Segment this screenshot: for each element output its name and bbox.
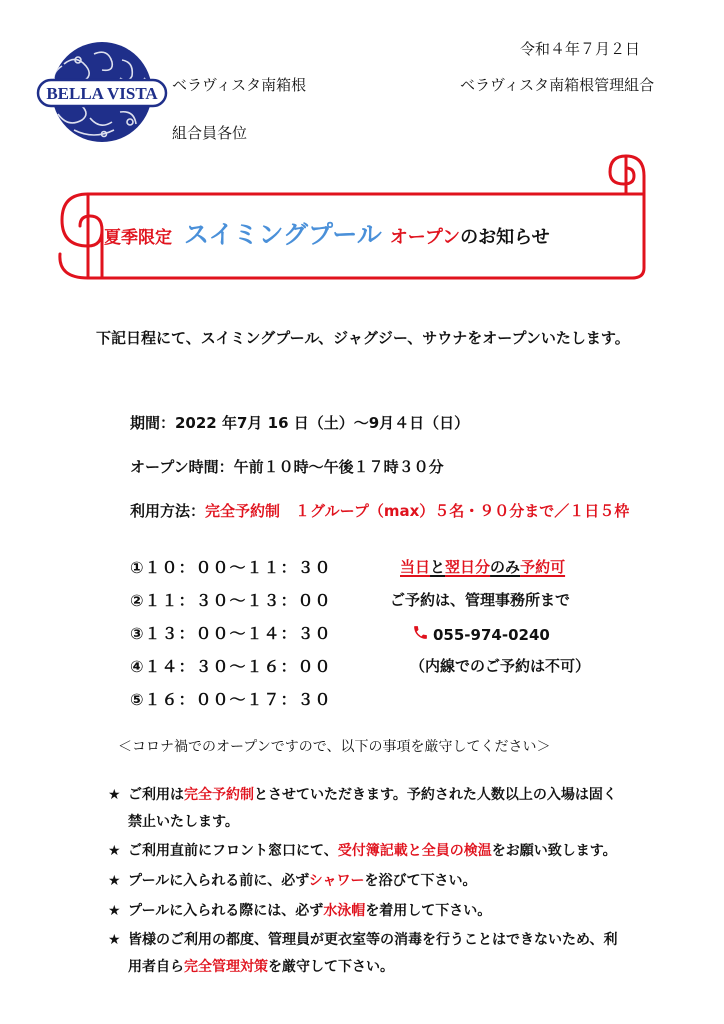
res-today: 当日 <box>400 558 431 576</box>
star-icon: ★ <box>108 873 121 889</box>
rule-text: 用者自ら <box>128 959 184 975</box>
rule-text: 禁止いたします。 <box>128 814 239 830</box>
time-slot: ④１４：３０～１６：００ <box>130 657 332 676</box>
logo-text: BELLA VISTA <box>46 84 158 103</box>
rule-text: をお願い致します。 <box>491 843 617 859</box>
star-icon: ★ <box>108 903 121 919</box>
reservation-phone <box>412 624 550 645</box>
time-slot: ③１３：００～１４：３０ <box>130 624 332 643</box>
bella-vista-logo <box>34 34 170 150</box>
rule-text: 皆様のご利用の都度、管理員が更衣室等の消毒を行うことはできないため、利 <box>128 932 618 948</box>
rule-text: ご利用は <box>128 787 184 803</box>
org-name-right: ベラヴィスタ南箱根管理組合 <box>460 76 655 94</box>
time-slot: ⑤１６：００～１７：３０ <box>130 690 332 709</box>
reservation-note: （内線でのご予約は不可） <box>410 657 591 675</box>
res-bookable: 予約可 <box>520 558 566 576</box>
rule-highlight: 完全予約制 <box>184 787 254 803</box>
rule-highlight: 完全管理対策 <box>184 959 268 975</box>
rule-highlight: 受付簿記載と全員の検温 <box>337 843 492 859</box>
rule-text: とさせていただきます。予約された人数以上の入場は固く <box>254 787 617 803</box>
title-notice: のお知らせ <box>460 227 550 248</box>
hours-line: オープン時間：午前１０時～午後１７時３０分 <box>130 458 444 476</box>
reservation-window <box>400 558 565 576</box>
title-swimming-pool: スイミングプール <box>184 220 382 249</box>
org-name-left: ベラヴィスタ南箱根 <box>172 76 307 94</box>
recipient-line: 組合員各位 <box>172 124 248 142</box>
rule-item <box>108 903 668 923</box>
res-only: のみ <box>490 558 521 576</box>
rule-text: プールに入られる前に、必ず <box>128 873 309 889</box>
res-next-day: 翌日分 <box>445 558 491 576</box>
res-and: と <box>430 558 446 576</box>
rule-item <box>108 787 668 833</box>
reservation-office: ご予約は、管理事務所まで <box>390 591 571 609</box>
rule-item <box>108 932 668 978</box>
issue-date: 令和４年７月２日 <box>520 40 641 58</box>
rule-text: を厳守して下さい。 <box>268 959 394 975</box>
star-icon: ★ <box>108 787 121 803</box>
rule-highlight: シャワー <box>308 873 365 889</box>
period-line: 期間：2022 年7月 16 日（土）～9月４日（日） <box>130 414 470 432</box>
usage-value: 完全予約制 １グループ（max）５名・９０分まで／１日５枠 <box>205 502 630 520</box>
usage-line <box>130 502 629 520</box>
usage-label: 利用方法： <box>130 502 206 520</box>
star-icon: ★ <box>108 843 121 859</box>
rule-text: を着用して下さい。 <box>365 903 492 919</box>
rule-item <box>108 843 668 863</box>
notice-title <box>104 222 550 247</box>
rule-highlight: 水泳帽 <box>323 903 366 919</box>
phone-icon <box>412 624 429 645</box>
time-slot: ①１０：００～１１：３０ <box>130 558 332 577</box>
rule-text: ご利用直前にフロント窓口にて、 <box>128 843 338 859</box>
rule-text: プールに入られる際には、必ず <box>128 903 324 919</box>
time-slot: ②１１：３０～１３：００ <box>130 591 332 610</box>
phone-number[interactable]: 055-974-0240 <box>433 625 550 644</box>
notice-heading: ＜コロナ禍でのオープンですので、以下の事項を厳守してください＞ <box>118 739 551 755</box>
intro-paragraph: 下記日程にて、スイミングプール、ジャグジー、サウナをオープンいたします。 <box>96 329 630 347</box>
title-summer-limited: 夏季限定 <box>104 228 172 248</box>
rule-text: を浴びて下さい。 <box>364 873 477 889</box>
rule-item <box>108 873 668 893</box>
title-open: オープン <box>389 227 461 248</box>
star-icon: ★ <box>108 932 121 948</box>
